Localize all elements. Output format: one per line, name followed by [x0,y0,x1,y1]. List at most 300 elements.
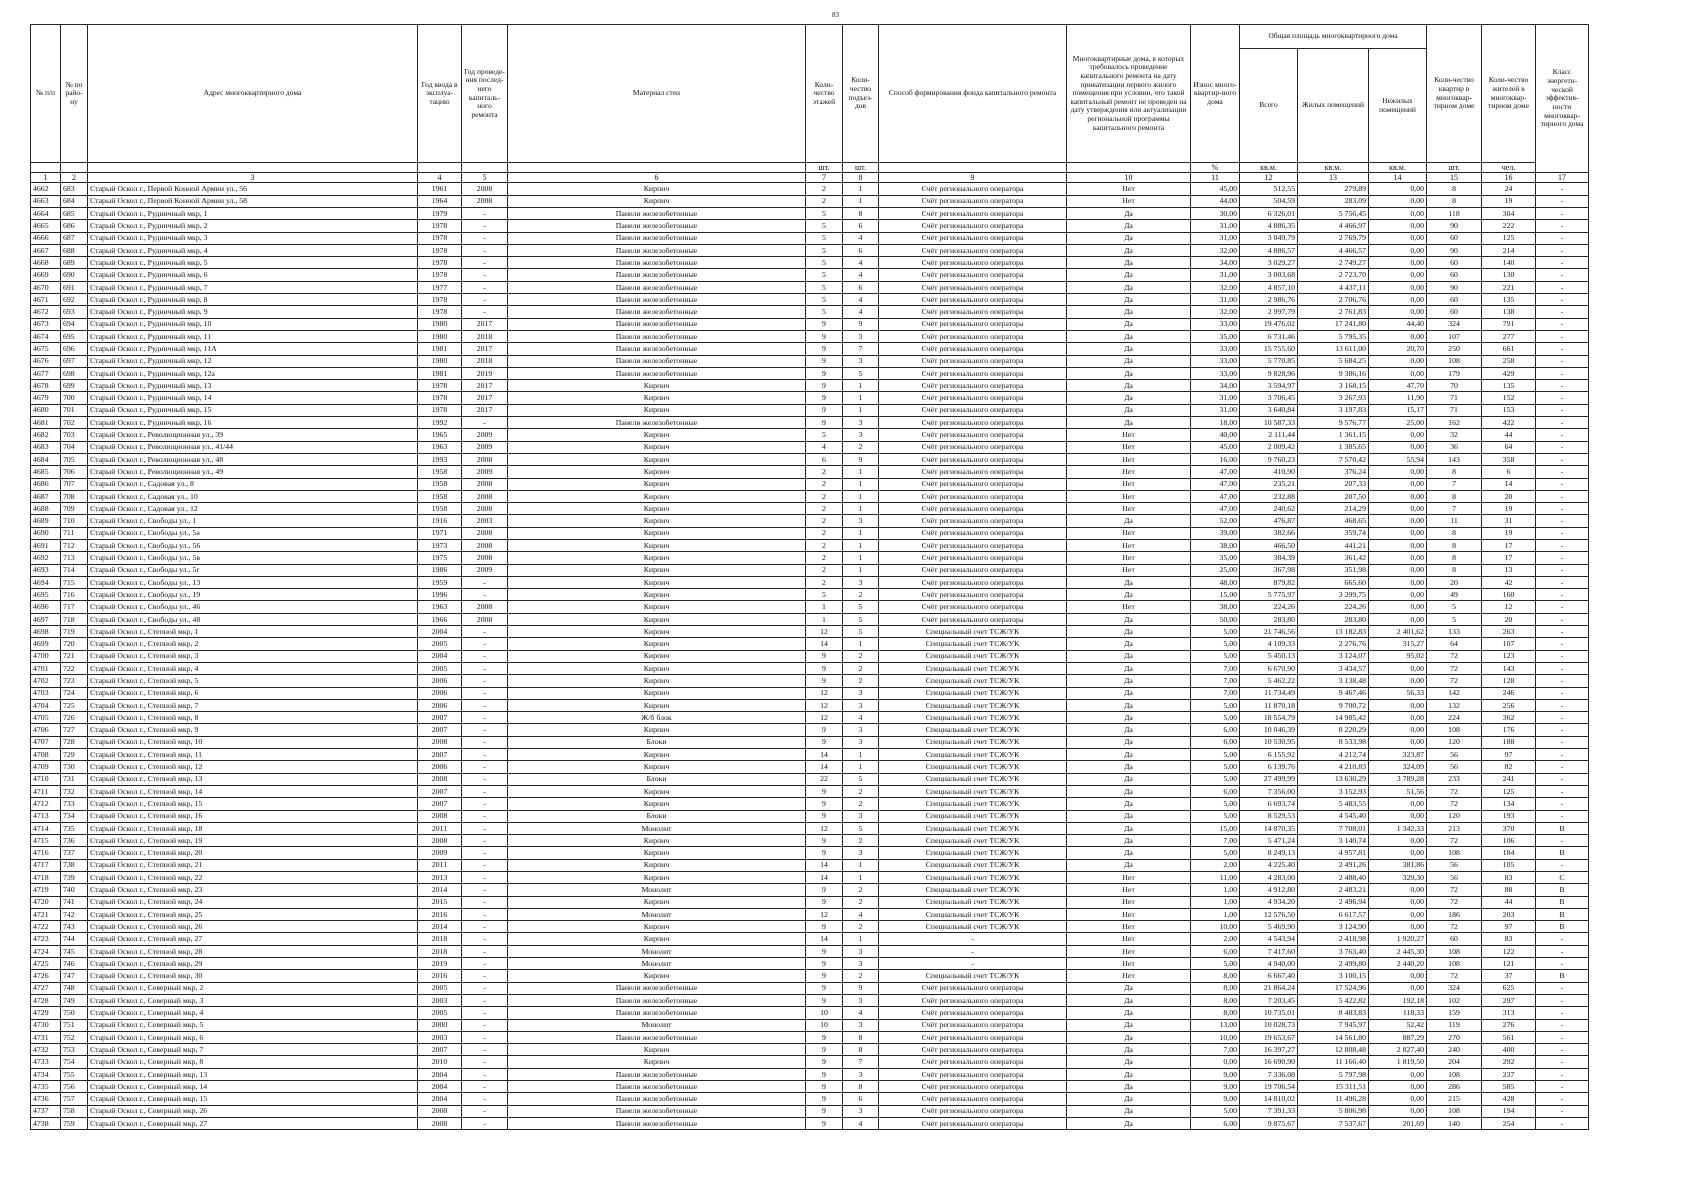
cell-last-repair-year: 2009 [462,429,508,441]
cell-wall-material: Панели железобетонные [508,294,806,306]
cell-area-residential: 12 808,48 [1298,1044,1369,1056]
cell-residents: 237 [1482,1068,1536,1080]
cell-residents: 246 [1482,687,1536,699]
cell-wear: 34,00 [1191,257,1240,269]
cell-floors: 14 [806,872,843,884]
cell-row-number: 4670 [31,281,61,293]
cell-area-residential: 2 276,76 [1298,638,1369,650]
unit-wear: % [1191,163,1240,173]
cell-row-number: 4682 [31,429,61,441]
cell-last-repair-year: 2008 [462,601,508,613]
cell-last-repair-year: - [462,872,508,884]
cell-area-total: 7 203,45 [1240,994,1298,1006]
cell-energy-class: - [1536,330,1589,342]
cell-address: Старый Оскол г., Северный мкр, 7 [88,1044,418,1056]
cell-apartments: 72 [1427,835,1482,847]
cell-apartments: 5 [1427,613,1482,625]
cell-wear: 5,00 [1191,1105,1240,1117]
cell-last-repair-year: - [462,945,508,957]
cell-residents: 222 [1482,220,1536,232]
cell-residents: 42 [1482,576,1536,588]
cell-area-residential: 3 763,40 [1298,945,1369,957]
cell-entrances: 1 [843,392,879,404]
cell-row-number: 4665 [31,220,61,232]
cell-floors: 9 [806,1044,843,1056]
cell-address: Старый Оскол г., Северный мкр, 6 [88,1031,418,1043]
cell-repair-required: Да [1067,982,1191,994]
cell-address: Старый Оскол г., Степной мкр, 28 [88,945,418,957]
cell-wall-material: Кирпич [508,1044,806,1056]
cell-repair-required: Да [1067,785,1191,797]
cell-district-number: 734 [61,810,88,822]
cell-address: Старый Оскол г., Рудничный мкр, 9 [88,306,418,318]
cell-last-repair-year: 2008 [462,478,508,490]
header-address: Адрес многоквартирного дома [88,25,418,163]
cell-repair-required: Нет [1067,183,1191,195]
cell-fund-method: Счёт регионального оператора [879,478,1067,490]
cell-area-nonresidential: 0,00 [1369,1105,1427,1117]
cell-year-built: 1993 [418,453,462,465]
cell-district-number: 723 [61,675,88,687]
cell-repair-required: Да [1067,749,1191,761]
column-number: 14 [1369,173,1427,183]
cell-fund-method: Счёт регионального оператора [879,503,1067,515]
cell-year-built: 2006 [418,699,462,711]
cell-area-nonresidential: 0,00 [1369,921,1427,933]
cell-area-total: 9 760,23 [1240,453,1298,465]
cell-address: Старый Оскол г., Степной мкр, 14 [88,785,418,797]
cell-year-built: 1978 [418,404,462,416]
header-apartments: Коли-чество квартир в многоквар-тирном доме [1427,25,1482,163]
cell-floors: 10 [806,1019,843,1031]
cell-address: Старый Оскол г., Степной мкр, 6 [88,687,418,699]
cell-district-number: 732 [61,785,88,797]
cell-energy-class: - [1536,195,1589,207]
cell-wear: 7,00 [1191,1044,1240,1056]
cell-wall-material: Кирпич [508,785,806,797]
cell-entrances: 2 [843,884,879,896]
cell-area-residential: 4 437,11 [1298,281,1369,293]
cell-repair-required: Да [1067,712,1191,724]
cell-row-number: 4726 [31,970,61,982]
cell-wall-material: Монолит [508,958,806,970]
cell-wear: 15,00 [1191,589,1240,601]
cell-energy-class: - [1536,699,1589,711]
column-number: 16 [1482,173,1536,183]
cell-entrances: 3 [843,330,879,342]
cell-last-repair-year: - [462,417,508,429]
cell-fund-method: Счёт регионального оператора [879,1093,1067,1105]
cell-address: Старый Оскол г., Свободы ул., 1 [88,515,418,527]
cell-energy-class: - [1536,736,1589,748]
cell-residents: 304 [1482,207,1536,219]
cell-floors: 5 [806,244,843,256]
cell-repair-required: Да [1067,244,1191,256]
cell-energy-class: - [1536,552,1589,564]
cell-last-repair-year: 2008 [462,613,508,625]
cell-area-total: 2 986,76 [1240,294,1298,306]
cell-year-built: 2004 [418,1081,462,1093]
cell-residents: 428 [1482,1093,1536,1105]
cell-energy-class: - [1536,589,1589,601]
cell-wear: 15,00 [1191,822,1240,834]
cell-residents: 188 [1482,736,1536,748]
cell-repair-required: Да [1067,638,1191,650]
table-row [31,945,1589,957]
cell-floors: 9 [806,650,843,662]
cell-area-residential: 441,21 [1298,539,1369,551]
cell-apartments: 72 [1427,884,1482,896]
cell-fund-method: Специальный счет ТСЖ/УК [879,810,1067,822]
cell-last-repair-year: - [462,638,508,650]
cell-apartments: 8 [1427,466,1482,478]
cell-fund-method: Счёт регионального оператора [879,343,1067,355]
cell-address: Старый Оскол г., Степной мкр, 25 [88,908,418,920]
cell-repair-required: Да [1067,1068,1191,1080]
cell-fund-method: Специальный счет ТСЖ/УК [879,626,1067,638]
table-row [31,453,1589,465]
cell-area-residential: 14 985,42 [1298,712,1369,724]
cell-repair-required: Да [1067,1105,1191,1117]
column-number: 13 [1298,173,1369,183]
cell-fund-method: Специальный счет ТСЖ/УК [879,712,1067,724]
cell-apartments: 8 [1427,183,1482,195]
cell-wear: 8,00 [1191,994,1240,1006]
cell-area-nonresidential: 44,40 [1369,318,1427,330]
cell-last-repair-year: 2009 [462,441,508,453]
cell-last-repair-year: 2008 [462,539,508,551]
cell-address: Старый Оскол г., Рудничный мкр, 12 [88,355,418,367]
cell-wear: 6,00 [1191,945,1240,957]
cell-year-built: 2014 [418,884,462,896]
table-row [31,687,1589,699]
cell-area-nonresidential: 25,00 [1369,417,1427,429]
cell-energy-class: - [1536,318,1589,330]
cell-row-number: 4724 [31,945,61,957]
table-row [31,847,1589,859]
cell-entrances: 1 [843,490,879,502]
cell-area-total: 4 857,10 [1240,281,1298,293]
cell-year-built: 1963 [418,441,462,453]
cell-area-total: 10 587,33 [1240,417,1298,429]
cell-address: Старый Оскол г., Северный мкр, 13 [88,1068,418,1080]
cell-last-repair-year: - [462,835,508,847]
cell-district-number: 737 [61,847,88,859]
cell-repair-required: Да [1067,847,1191,859]
cell-last-repair-year: - [462,1117,508,1129]
cell-floors: 9 [806,958,843,970]
cell-row-number: 4737 [31,1105,61,1117]
cell-year-built: 2018 [418,945,462,957]
cell-wear: 5,00 [1191,626,1240,638]
cell-wear: 8,00 [1191,1007,1240,1019]
cell-fund-method: Специальный счет ТСЖ/УК [879,749,1067,761]
cell-fund-method: Специальный счет ТСЖ/УК [879,921,1067,933]
cell-year-built: 2008 [418,810,462,822]
cell-entrances: 1 [843,564,879,576]
cell-residents: 160 [1482,589,1536,601]
cell-fund-method: Специальный счет ТСЖ/УК [879,724,1067,736]
column-number: 8 [843,173,879,183]
cell-residents: 121 [1482,958,1536,970]
cell-address: Старый Оскол г., Степной мкр, 4 [88,662,418,674]
cell-floors: 9 [806,884,843,896]
cell-energy-class: - [1536,404,1589,416]
cell-wall-material: Кирпич [508,724,806,736]
table-body [31,183,1589,1130]
cell-repair-required: Нет [1067,503,1191,515]
cell-district-number: 759 [61,1117,88,1129]
cell-apartments: 132 [1427,699,1482,711]
cell-wear: 34,00 [1191,380,1240,392]
cell-wear: 1,00 [1191,908,1240,920]
cell-wall-material: Панели железобетонные [508,1031,806,1043]
cell-energy-class: - [1536,835,1589,847]
cell-fund-method: Счёт регионального оператора [879,380,1067,392]
cell-last-repair-year: - [462,1019,508,1031]
cell-last-repair-year: 2008 [462,527,508,539]
cell-repair-required: Да [1067,232,1191,244]
cell-floors: 9 [806,330,843,342]
cell-repair-required: Да [1067,281,1191,293]
cell-year-built: 1980 [418,330,462,342]
cell-area-residential: 359,74 [1298,527,1369,539]
cell-row-number: 4730 [31,1019,61,1031]
cell-area-residential: 8 220,29 [1298,724,1369,736]
cell-floors: 2 [806,478,843,490]
cell-year-built: 1981 [418,343,462,355]
cell-district-number: 724 [61,687,88,699]
cell-fund-method: Счёт регионального оператора [879,1031,1067,1043]
cell-area-nonresidential: 0,00 [1369,613,1427,625]
cell-wall-material: Кирпич [508,626,806,638]
cell-energy-class: - [1536,650,1589,662]
column-number-row [31,173,1589,183]
cell-fund-method: Счёт регионального оператора [879,589,1067,601]
cell-year-built: 1981 [418,367,462,379]
column-number: 15 [1427,173,1482,183]
cell-year-built: 2019 [418,958,462,970]
cell-area-residential: 9 386,16 [1298,367,1369,379]
cell-apartments: 72 [1427,921,1482,933]
cell-energy-class: - [1536,417,1589,429]
cell-wall-material: Кирпич [508,859,806,871]
cell-floors: 5 [806,306,843,318]
cell-year-built: 2006 [418,687,462,699]
cell-year-built: 2008 [418,835,462,847]
cell-district-number: 729 [61,749,88,761]
cell-floors: 9 [806,835,843,847]
cell-area-nonresidential: 0,00 [1369,207,1427,219]
cell-area-residential: 8 483,83 [1298,1007,1369,1019]
unit-area-total: кв.м. [1240,163,1298,173]
cell-floors: 9 [806,318,843,330]
cell-row-number: 4674 [31,330,61,342]
cell-energy-class: - [1536,982,1589,994]
cell-area-nonresidential: 0,00 [1369,183,1427,195]
cell-address: Старый Оскол г., Северный мкр, 14 [88,1081,418,1093]
cell-row-number: 4664 [31,207,61,219]
table-row [31,749,1589,761]
cell-fund-method: Счёт регионального оператора [879,453,1067,465]
cell-residents: 135 [1482,294,1536,306]
header-area-total: Всего [1240,49,1298,163]
cell-row-number: 4707 [31,736,61,748]
cell-floors: 2 [806,466,843,478]
table-row [31,589,1589,601]
cell-energy-class: В [1536,822,1589,834]
table-row [31,417,1589,429]
cell-area-nonresidential: 0,00 [1369,736,1427,748]
cell-wall-material: Панели железобетонные [508,343,806,355]
cell-area-nonresidential: 201,69 [1369,1117,1427,1129]
cell-address: Старый Оскол г., Степной мкр, 18 [88,822,418,834]
cell-fund-method: Счёт регионального оператора [879,1105,1067,1117]
cell-row-number: 4694 [31,576,61,588]
cell-energy-class: - [1536,1117,1589,1129]
cell-floors: 9 [806,417,843,429]
cell-wall-material: Панели железобетонные [508,269,806,281]
cell-apartments: 56 [1427,859,1482,871]
table-row [31,650,1589,662]
cell-area-nonresidential: 0,00 [1369,539,1427,551]
cell-apartments: 72 [1427,675,1482,687]
cell-wall-material: Панели железобетонные [508,220,806,232]
cell-fund-method: Специальный счет ТСЖ/УК [879,650,1067,662]
cell-area-residential: 3 152,93 [1298,785,1369,797]
cell-apartments: 118 [1427,207,1482,219]
cell-area-residential: 3 124,90 [1298,921,1369,933]
cell-wall-material: Панели железобетонные [508,207,806,219]
column-number: 3 [88,173,418,183]
cell-energy-class: - [1536,478,1589,490]
cell-residents: 44 [1482,429,1536,441]
cell-residents: 88 [1482,884,1536,896]
cell-district-number: 753 [61,1044,88,1056]
cell-energy-class: - [1536,994,1589,1006]
cell-year-built: 2007 [418,749,462,761]
cell-wall-material: Кирпич [508,921,806,933]
cell-energy-class: В [1536,970,1589,982]
cell-last-repair-year: - [462,994,508,1006]
column-number: 11 [1191,173,1240,183]
cell-area-total: 476,87 [1240,515,1298,527]
cell-area-total: 14 810,02 [1240,1093,1298,1105]
cell-year-built: 2014 [418,921,462,933]
cell-district-number: 713 [61,552,88,564]
cell-year-built: 2007 [418,712,462,724]
cell-entrances: 5 [843,367,879,379]
unit-apartments: шт. [1427,163,1482,173]
cell-area-total: 232,88 [1240,490,1298,502]
cell-area-total: 10 028,73 [1240,1019,1298,1031]
cell-wall-material: Кирпич [508,662,806,674]
cell-area-total: 11 734,49 [1240,687,1298,699]
cell-area-total: 4 283,00 [1240,872,1298,884]
cell-row-number: 4692 [31,552,61,564]
cell-area-nonresidential: 0,00 [1369,675,1427,687]
cell-floors: 9 [806,798,843,810]
cell-entrances: 2 [843,798,879,810]
cell-fund-method: Счёт регионального оператора [879,1068,1067,1080]
cell-area-nonresidential: 0,00 [1369,429,1427,441]
cell-district-number: 749 [61,994,88,1006]
cell-apartments: 8 [1427,539,1482,551]
cell-year-built: 1978 [418,294,462,306]
cell-repair-required: Да [1067,724,1191,736]
cell-energy-class: - [1536,1019,1589,1031]
cell-district-number: 698 [61,367,88,379]
cell-apartments: 90 [1427,244,1482,256]
cell-area-nonresidential: 0,00 [1369,564,1427,576]
cell-entrances: 4 [843,908,879,920]
cell-year-built: 1959 [418,576,462,588]
cell-area-nonresidential: 0,00 [1369,589,1427,601]
cell-fund-method: Счёт регионального оператора [879,527,1067,539]
cell-row-number: 4671 [31,294,61,306]
cell-entrances: 1 [843,872,879,884]
table-row [31,1044,1589,1056]
cell-district-number: 717 [61,601,88,613]
table-row [31,1117,1589,1129]
table-row [31,564,1589,576]
cell-row-number: 4666 [31,232,61,244]
cell-address: Старый Оскол г., Степной мкр, 2 [88,638,418,650]
cell-area-total: 240,62 [1240,503,1298,515]
cell-energy-class: - [1536,626,1589,638]
cell-row-number: 4709 [31,761,61,773]
cell-wear: 32,00 [1191,281,1240,293]
cell-row-number: 4702 [31,675,61,687]
cell-area-residential: 4 466,97 [1298,220,1369,232]
cell-last-repair-year: - [462,982,508,994]
cell-district-number: 688 [61,244,88,256]
cell-district-number: 756 [61,1081,88,1093]
cell-area-residential: 17 524,96 [1298,982,1369,994]
cell-last-repair-year: 2008 [462,490,508,502]
cell-entrances: 3 [843,417,879,429]
cell-year-built: 1966 [418,613,462,625]
cell-residents: 241 [1482,773,1536,785]
cell-floors: 6 [806,453,843,465]
cell-wall-material: Панели железобетонные [508,281,806,293]
cell-address: Старый Оскол г., Степной мкр, 12 [88,761,418,773]
cell-area-residential: 224,26 [1298,601,1369,613]
cell-area-residential: 4 210,83 [1298,761,1369,773]
cell-district-number: 730 [61,761,88,773]
cell-floors: 9 [806,355,843,367]
table-row [31,404,1589,416]
cell-energy-class: - [1536,269,1589,281]
cell-area-total: 4 886,57 [1240,244,1298,256]
cell-row-number: 4734 [31,1068,61,1080]
cell-wear: 38,00 [1191,539,1240,551]
cell-floors: 2 [806,515,843,527]
cell-wear: 31,00 [1191,232,1240,244]
cell-fund-method: Специальный счет ТСЖ/УК [879,798,1067,810]
cell-floors: 9 [806,785,843,797]
cell-residents: 19 [1482,503,1536,515]
cell-row-number: 4735 [31,1081,61,1093]
cell-area-total: 8 529,53 [1240,810,1298,822]
cell-entrances: 3 [843,1019,879,1031]
cell-entrances: 1 [843,749,879,761]
cell-fund-method: Счёт регионального оператора [879,552,1067,564]
cell-year-built: 2008 [418,1117,462,1129]
cell-residents: 106 [1482,835,1536,847]
cell-floors: 2 [806,527,843,539]
cell-energy-class: - [1536,367,1589,379]
